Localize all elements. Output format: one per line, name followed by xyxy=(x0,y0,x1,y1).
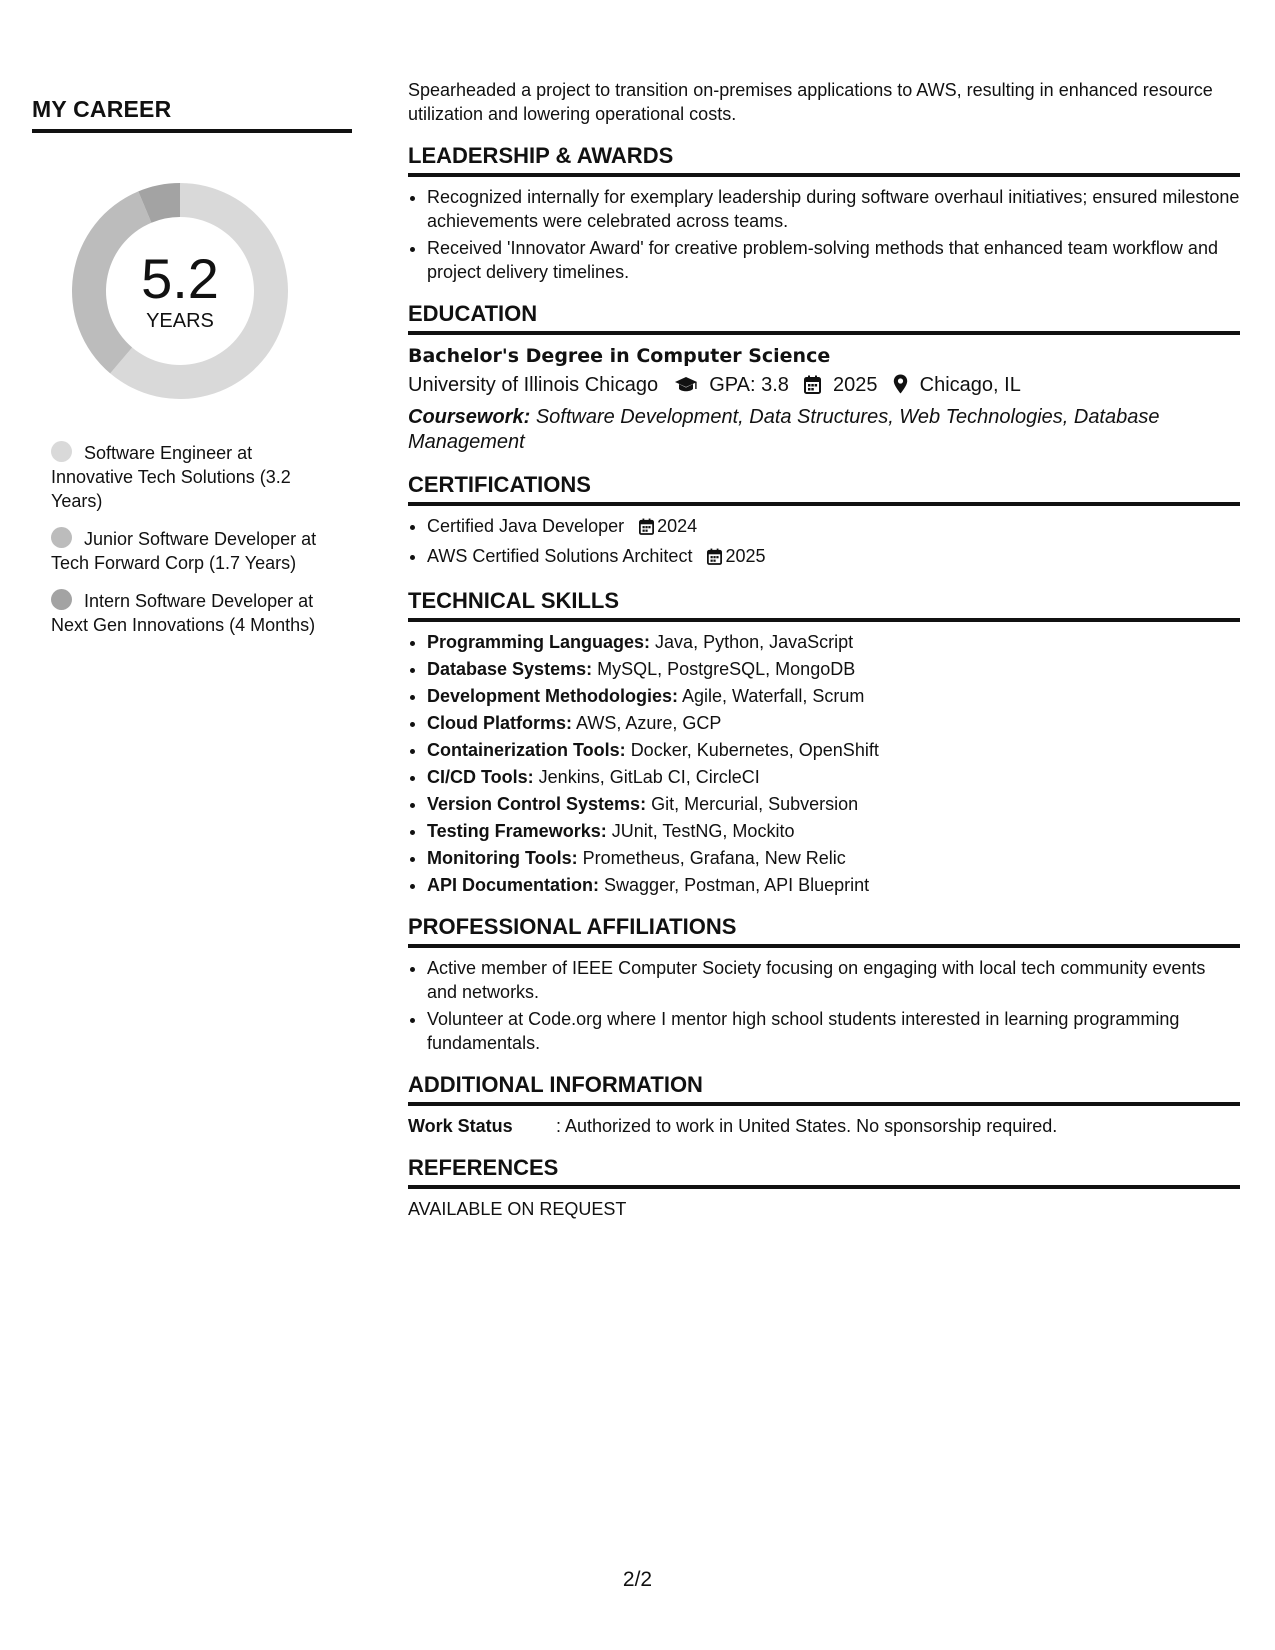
skill-label: Containerization Tools: xyxy=(427,740,626,760)
skill-value: Git, Mercurial, Subversion xyxy=(651,794,859,814)
career-donut-chart xyxy=(64,175,296,407)
work-status-value: : Authorized to work in United States. No sponsorship required. xyxy=(556,1116,1058,1136)
skill-item xyxy=(427,846,1240,870)
skill-value: Prometheus, Grafana, New Relic xyxy=(582,848,846,868)
resume-main xyxy=(408,78,1240,1237)
skill-label: Testing Frameworks: xyxy=(427,821,607,841)
map-pin-icon xyxy=(893,373,908,403)
skill-item xyxy=(427,738,1240,762)
legend-swatch-icon xyxy=(51,527,72,548)
skill-value: Swagger, Postman, API Blueprint xyxy=(604,875,870,895)
career-title: MY CAREER xyxy=(32,96,352,133)
graduation-year: 2025 xyxy=(833,374,878,396)
skill-value: Docker, Kubernetes, OpenShift xyxy=(630,740,879,760)
skill-item xyxy=(427,765,1240,789)
skill-label: Development Methodologies: xyxy=(427,686,679,706)
additional-info-section xyxy=(408,1071,1240,1138)
calendar-icon xyxy=(707,547,722,571)
work-status-label: Work Status xyxy=(408,1116,513,1136)
section-title: EDUCATION xyxy=(408,300,1240,335)
skills-section xyxy=(408,587,1240,897)
skill-value: Jenkins, GitLab CI, CircleCI xyxy=(538,767,760,787)
page-number: 2/2 xyxy=(622,1568,653,1591)
career-legend xyxy=(51,441,331,637)
certification-name: Certified Java Developer xyxy=(427,516,625,536)
certification-year: 2024 xyxy=(657,516,698,536)
skill-label: Version Control Systems: xyxy=(427,794,647,814)
certification-year: 2025 xyxy=(725,546,766,566)
skill-label: Programming Languages: xyxy=(427,632,651,652)
calendar-icon xyxy=(639,517,654,541)
section-title: CERTIFICATIONS xyxy=(408,471,1240,506)
section-title: PROFESSIONAL AFFILIATIONS xyxy=(408,913,1240,948)
skill-value: JUnit, TestNG, Mockito xyxy=(611,821,795,841)
school-location: Chicago, IL xyxy=(919,374,1021,396)
certification-name: AWS Certified Solutions Architect xyxy=(427,546,693,566)
list-item xyxy=(427,514,1240,541)
skill-value: Java, Python, JavaScript xyxy=(655,632,854,652)
skill-label: Database Systems: xyxy=(427,659,593,679)
graduation-cap-icon xyxy=(674,373,698,403)
total-years-value: 5.2 xyxy=(141,246,219,310)
legend-item xyxy=(51,441,331,513)
skill-item xyxy=(427,873,1240,897)
affiliations-section xyxy=(408,913,1240,1055)
legend-label: Software Engineer at Innovative Tech Solutions (3.2 Years) xyxy=(51,443,291,511)
section-title: ADDITIONAL INFORMATION xyxy=(408,1071,1240,1106)
legend-item xyxy=(51,527,331,575)
experience-bullet-continuation: Spearheaded a project to transition on-premises applications to AWS, resulting in enhanced resource utilization and lowering operational costs. xyxy=(408,80,1213,124)
legend-swatch-icon xyxy=(51,441,72,462)
coursework-list: Software Development, Data Structures, Web Technologies, Database Management xyxy=(408,406,1160,453)
skill-value: Agile, Waterfall, Scrum xyxy=(682,686,865,706)
list-item: • Recognized internally for exemplary leadership during software overhaul initiatives; ensured milestone achievements were celebrated across teams. xyxy=(427,185,1240,233)
leadership-section xyxy=(408,142,1240,284)
skill-label: API Documentation: xyxy=(427,875,600,895)
skill-label: CI/CD Tools: xyxy=(427,767,534,787)
skill-value: AWS, Azure, GCP xyxy=(576,713,722,733)
references-text: AVAILABLE ON REQUEST xyxy=(408,1199,627,1219)
section-title: REFERENCES xyxy=(408,1154,1240,1189)
coursework-label: Coursework: xyxy=(408,406,531,428)
list-item xyxy=(427,544,1240,571)
legend-item xyxy=(51,589,331,637)
degree-title: Bachelor's Degree in Computer Science xyxy=(408,345,831,367)
legend-swatch-icon xyxy=(51,589,72,610)
gpa-value: GPA: 3.8 xyxy=(709,374,789,396)
list-item: • Received 'Innovator Award' for creative problem-solving methods that enhanced team workflow and project delivery timelines. xyxy=(427,236,1240,284)
work-status-row xyxy=(408,1114,1240,1138)
skill-item xyxy=(427,819,1240,843)
skill-item xyxy=(427,657,1240,681)
skill-label: Cloud Platforms: xyxy=(427,713,573,733)
certifications-section xyxy=(408,471,1240,571)
skill-item xyxy=(427,711,1240,735)
skill-value: MySQL, PostgreSQL, MongoDB xyxy=(597,659,856,679)
skill-label: Monitoring Tools: xyxy=(427,848,578,868)
skill-item xyxy=(427,684,1240,708)
calendar-icon xyxy=(804,373,821,403)
section-title: TECHNICAL SKILLS xyxy=(408,587,1240,622)
section-title: LEADERSHIP & AWARDS xyxy=(408,142,1240,177)
education-details xyxy=(408,370,1240,403)
references-section xyxy=(408,1154,1240,1221)
skill-item xyxy=(427,792,1240,816)
career-sidebar xyxy=(32,96,352,651)
legend-label: Junior Software Developer at Tech Forward Corp (1.7 Years) xyxy=(51,529,317,573)
skill-item xyxy=(427,630,1240,654)
coursework xyxy=(408,405,1240,455)
list-item: • Volunteer at Code.org where I mentor high school students interested in learning programming fundamentals. xyxy=(427,1007,1240,1055)
total-years-unit: YEARS xyxy=(146,309,214,332)
education-section xyxy=(408,300,1240,455)
list-item: • Active member of IEEE Computer Society focusing on engaging with local tech community events and networks. xyxy=(427,956,1240,1004)
school-name: University of Illinois Chicago xyxy=(408,374,659,396)
legend-label: Intern Software Developer at Next Gen Innovations (4 Months) xyxy=(51,591,316,635)
